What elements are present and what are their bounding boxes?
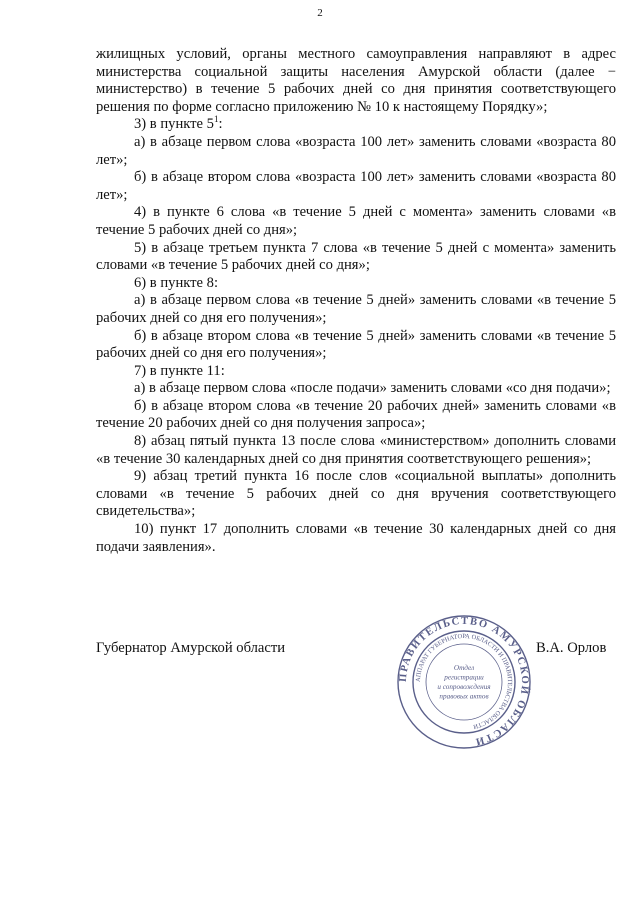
page-number: 2	[317, 7, 323, 19]
paragraph: 4) в пункте 6 слова «в течение 5 дней с момента» заменить словами «в течение 5 рабочих дней со дня»;	[96, 204, 616, 238]
item-3-superscript: 1	[213, 113, 219, 124]
paragraph: б) в абзаце втором слова «в течение 20 рабочих дней» заменить словами «в течение 20 рабочих дней со дня получения запроса»;	[96, 397, 616, 432]
paragraph: 7) в пункте 11:	[134, 362, 225, 379]
document-body	[96, 46, 616, 556]
paragraph: б) в абзаце втором слова «в течение 5 дней» заменить словами «в течение 5 рабочих дней со дня его получения»;	[96, 327, 616, 362]
stamp-center-line: правовых актов	[439, 692, 489, 701]
signature-title: Губернатор Амурской области	[96, 640, 286, 656]
stamp-center-line: регистрации	[444, 673, 484, 682]
item-3-text: 3) в пункте 5	[134, 116, 214, 133]
paragraph: жилищных условий, органы местного самоуправления направляют в адрес министерства социальной защиты населения Амурской области (далее − министерство) в течение 5 рабочих дней со дня принятия соответствующего решения по форме согласно приложению № 10 к настоящему Порядку»;	[96, 46, 616, 115]
item-3-colon: :	[218, 116, 223, 133]
official-stamp	[396, 614, 532, 750]
paragraph: а) в абзаце первом слова «после подачи» заменить словами «со дня подачи»;	[134, 380, 611, 397]
paragraph-item-3	[96, 113, 616, 134]
paragraph: 10) пункт 17 дополнить словами «в течение 30 календарных дней со дня подачи заявления».	[96, 521, 616, 555]
paragraph: а) в абзаце первом слова «в течение 5 дней» заменить словами «в течение 5 рабочих дней со дня его получения»;	[96, 292, 616, 326]
paragraph: 8) абзац пятый пункта 13 после слова «министерством» дополнить словами «в течение 30 календарных дней со дня принятия соответствующего решения»;	[96, 433, 616, 467]
paragraph: 9) абзац третий пункта 16 после слов «социальной выплаты» дополнить словами «в течение 5 рабочих дней со дня вручения соответствующего свидетельства»;	[96, 468, 616, 520]
paragraph: 6) в пункте 8:	[134, 274, 219, 291]
paragraph: б) в абзаце втором слова «возраста 100 лет» заменить словами «возраста 80 лет»;	[96, 169, 616, 203]
stamp-center-line: Отдел	[453, 664, 475, 672]
stamp-outer-text: ПРАВИТЕЛЬСТВО АМУРСКОЙ ОБЛАСТИ	[397, 615, 531, 748]
signature-name: В.А. Орлов	[536, 640, 607, 656]
stamp-center-line: и сопровождения	[437, 683, 491, 691]
paragraph: а) в абзаце первом слова «возраста 100 лет» заменить словами «возраста 80 лет»;	[96, 133, 616, 168]
stamp-inner-text: АППАРАТ ГУБЕРНАТОРА ОБЛАСТИ И ПРАВИТЕЛЬСТВА ОБЛАСТИ	[414, 632, 514, 731]
paragraph: 5) в абзаце третьем пункта 7 слова «в течение 5 дней с момента» заменить словами «в течение 5 рабочих дней со дня»;	[96, 239, 616, 274]
